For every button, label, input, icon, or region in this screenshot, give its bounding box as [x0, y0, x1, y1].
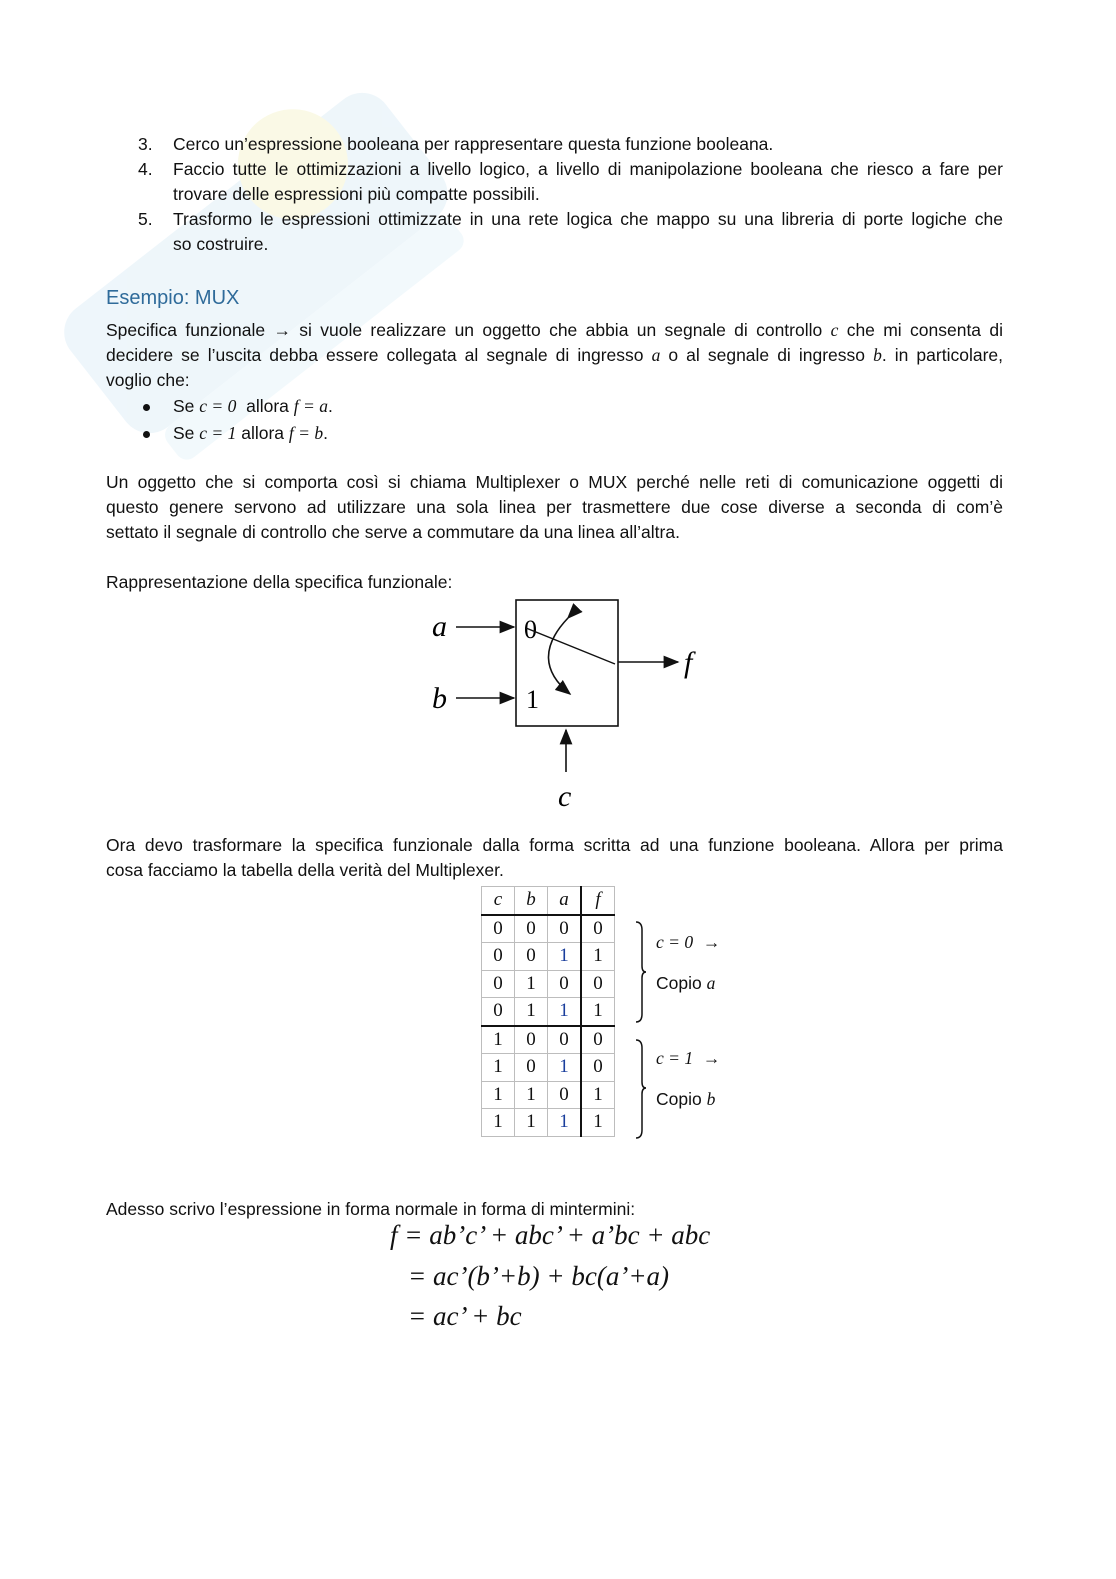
bullet-2 — [173, 421, 328, 446]
bullet-1-res: f = a — [293, 396, 328, 416]
header-b: b — [515, 887, 548, 915]
port-1-label: 1 — [526, 685, 539, 714]
brace1-var: a — [706, 973, 716, 993]
brace1-cond: c = 0 — [656, 932, 694, 952]
mux-diagram — [420, 590, 720, 820]
cell: 0 — [548, 1026, 582, 1054]
bullet-2-res: f = b — [288, 423, 324, 443]
output-f-label: f — [684, 646, 693, 679]
truth-intro-line1: Ora devo trasformare la specifica funzionale dalla forma scritta ad una funzione booleana. Allora per prima — [106, 835, 1003, 855]
cell: 0 — [515, 915, 548, 943]
header-f: f — [581, 887, 615, 915]
table-row — [482, 915, 615, 943]
cell: 0 — [482, 915, 515, 943]
bullet-2-cond: c = 1 — [199, 423, 237, 443]
cell: 1 — [581, 943, 615, 971]
bullet-1-pre: Se — [173, 396, 195, 416]
cell: 0 — [581, 1026, 615, 1054]
cell: 0 — [581, 970, 615, 998]
list-item-4-line2: trovare delle espressioni più compatte possibili. — [173, 184, 540, 204]
bullet-dot — [143, 431, 150, 438]
equation-line-2: = ac’(b’+b) + bc(a’+a) — [408, 1261, 670, 1291]
brace2-copy: Copio — [656, 1089, 702, 1109]
cell: 0 — [548, 970, 582, 998]
cell: 0 — [581, 1054, 615, 1082]
bullet-1 — [173, 394, 333, 419]
var-b: b — [873, 345, 882, 365]
cell: 1 — [482, 1026, 515, 1054]
header-a: a — [548, 887, 582, 915]
table-row — [482, 970, 615, 998]
var-c: c — [830, 320, 839, 340]
cell: 0 — [515, 1054, 548, 1082]
mux-para-line3: settato il segnale di controllo che serve a commutare da una linea all’altra. — [106, 522, 680, 542]
cell: 0 — [482, 943, 515, 971]
bullet-2-mid: allora — [241, 423, 285, 443]
input-a-label: a — [432, 610, 447, 643]
bullet-1-mid: allora — [246, 396, 289, 416]
spec-line-3: voglio che: — [106, 370, 190, 390]
spec-text-2c: . in particolare, — [881, 345, 1003, 365]
cell: 1 — [515, 1109, 548, 1137]
table-row — [482, 998, 615, 1026]
table-header-row — [482, 887, 615, 915]
list-item-5-line2: so costruire. — [173, 234, 269, 254]
cell: 1 — [482, 1081, 515, 1109]
table-row — [482, 1054, 615, 1082]
cell: 1 — [548, 943, 582, 971]
brace1-copy: Copio — [656, 973, 702, 993]
header-c: c — [482, 887, 515, 915]
cell: 0 — [515, 1026, 548, 1054]
list-number-3: 3. — [138, 134, 153, 154]
cell: 1 — [581, 998, 615, 1026]
minterm-intro: Adesso scrivo l’espressione in forma normale in forma di mintermini: — [106, 1199, 636, 1219]
bullet-1-cond: c = 0 — [199, 396, 237, 416]
mux-para-line1: Un oggetto che si comporta così si chiama Multiplexer o MUX perché nelle reti di comunicazione oggetti di — [106, 472, 1003, 492]
spec-text-end: che mi consenta di — [846, 320, 1003, 340]
brace2-condition — [656, 1048, 720, 1069]
control-c-label: c — [558, 780, 572, 813]
spec-text-2a: decidere se l’uscita debba essere collegata al segnale di ingresso — [106, 345, 644, 365]
list-item-4-line1: Faccio tutte le ottimizzazioni a livello logico, a livello di manipolazione booleana che riesco a fare per — [173, 159, 1003, 179]
group-braces — [632, 920, 652, 1145]
equation-line-1: f = ab’c’ + abc’ + a’bc + abc — [390, 1220, 711, 1250]
spec-line-1 — [106, 318, 1003, 343]
spec-label: Specifica funzionale — [106, 320, 266, 340]
cell: 1 — [515, 1081, 548, 1109]
bullet-1-end: . — [327, 396, 333, 416]
brace2-cond: c = 1 — [656, 1048, 694, 1068]
switch-line — [526, 628, 615, 664]
mux-para-line2: questo genere servono ad utilizzare una sola linea per trasmettere due cose diverse a seconda di com’è — [106, 497, 1003, 517]
table-row — [482, 1081, 615, 1109]
cell: 0 — [581, 915, 615, 943]
input-b-label: b — [432, 682, 447, 715]
list-item-3: Cerco un’espressione booleana per rappresentare questa funzione booleana. — [173, 134, 774, 154]
list-number-4: 4. — [138, 159, 153, 179]
bullet-2-end: . — [323, 423, 328, 443]
cell: 0 — [515, 943, 548, 971]
brace-bottom — [636, 1040, 646, 1138]
cell: 1 — [482, 1109, 515, 1137]
list-number-5: 5. — [138, 209, 153, 229]
brace2-var: b — [706, 1089, 716, 1109]
brace1-label — [656, 973, 715, 994]
arrow-icon: → — [702, 1048, 721, 1068]
brace2-label — [656, 1089, 715, 1110]
cell: 1 — [548, 1109, 582, 1137]
port-0-label: 0 — [524, 615, 537, 644]
arrow-icon: → — [273, 320, 291, 340]
equation-line-3: = ac’ + bc — [408, 1301, 522, 1331]
brace-top — [636, 922, 646, 1022]
cell: 0 — [548, 915, 582, 943]
spec-line-2 — [106, 343, 1003, 368]
bullet-dot — [143, 404, 150, 411]
cell: 1 — [515, 998, 548, 1026]
var-a: a — [651, 345, 661, 365]
truth-intro-line2: cosa facciamo la tabella della verità del Multiplexer. — [106, 860, 504, 880]
arrow-icon: → — [702, 932, 721, 952]
table-row — [482, 943, 615, 971]
spec-text: si vuole realizzare un oggetto che abbia un segnale di controllo — [299, 320, 823, 340]
cell: 0 — [548, 1081, 582, 1109]
spec-text-2b: o al segnale di ingresso — [668, 345, 866, 365]
truth-table — [481, 886, 615, 1137]
cell: 1 — [482, 1054, 515, 1082]
brace1-condition — [656, 932, 720, 953]
table-row — [482, 1109, 615, 1137]
cell: 1 — [548, 998, 582, 1026]
list-item-5-line1: Trasformo le espressioni ottimizzate in una rete logica che mappo su una libreria di porte logiche che — [173, 209, 1003, 229]
cell: 1 — [548, 1054, 582, 1082]
cell: 1 — [581, 1081, 615, 1109]
diagram-caption: Rappresentazione della specifica funzionale: — [106, 572, 453, 592]
cell: 1 — [515, 970, 548, 998]
switch-arc — [548, 618, 570, 694]
table-row — [482, 1026, 615, 1054]
cell: 0 — [482, 970, 515, 998]
cell: 1 — [581, 1109, 615, 1137]
section-heading: Esempio: MUX — [106, 287, 240, 309]
cell: 0 — [482, 998, 515, 1026]
bullet-2-pre: Se — [173, 423, 195, 443]
